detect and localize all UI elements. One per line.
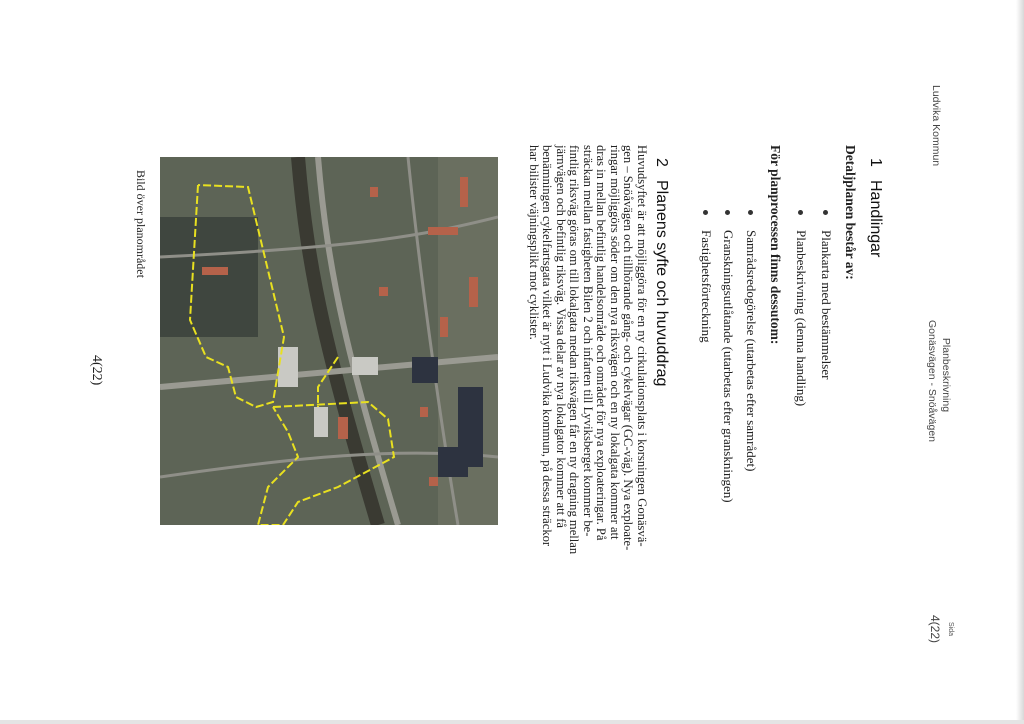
lake-area <box>160 217 258 337</box>
section-title: Handlingar <box>867 180 884 258</box>
detail-heading: Detaljplanen består av: <box>843 145 858 280</box>
paragraph-line: Huvudsyftet är att möjliggöra för en ny cirkulationsplats i korsningen Gonäsvä- <box>635 145 649 547</box>
figure-caption: Bild över planområdet <box>134 170 148 278</box>
list-item: Fastighetsförteckning <box>699 230 714 343</box>
list-item: Granskningsutlåtande (utarbetas efter granskningen) <box>721 230 736 503</box>
paragraph-line: ringar möjliggörs söder om den nya riksvägen och en ny lokalgata kommer att <box>608 145 622 540</box>
section-1-heading <box>866 158 884 257</box>
bullet-icon <box>703 210 708 215</box>
paragraph-line: järnvägen och befintlig riksväg. Vissa delar av nya lokalgator kommer att få <box>554 145 568 528</box>
section-number: 2 <box>653 158 670 167</box>
section-number: 1 <box>867 158 884 167</box>
paragraph-line: har bilister väjningsplikt mot cyklister. <box>527 145 541 340</box>
paragraph-line: fintlig riksväg göras om till lokalgata medan riksvägen får en ny dragning mellan <box>567 145 582 555</box>
paragraph-line: sträckan mellan fastigheten Bilen 2 och infarten till Lyviksberget kommer be- <box>581 145 595 537</box>
paragraph-line: gen – Snöåvägen och tillhörande gång- och cykelvägar (GC-väg). Nya exploate- <box>621 145 636 551</box>
aerial-map-image <box>160 157 498 525</box>
process-heading: För planprocessen finns dessutom: <box>768 145 783 345</box>
paragraph-line: dras in mellan befintlig handelsområde och området för nya exploateringar. På <box>594 145 609 541</box>
header-page-number: 4(22) <box>928 615 942 644</box>
section-title: Planens syfte och huvuddrag <box>653 180 670 387</box>
organization-name: Ludvika Kommun <box>930 85 942 167</box>
list-item: Samrådsredogörelse (utarbetas efter samrådet) <box>744 230 759 472</box>
bullet-icon <box>725 210 730 215</box>
section-2-heading <box>652 158 670 386</box>
bullet-icon <box>748 210 753 215</box>
doc-subject: Gonäsvägen - Snöåvägen <box>926 320 938 443</box>
doc-type: Planbeskrivning <box>940 337 952 413</box>
list-item: Plankarta med bestämmelser <box>819 230 834 380</box>
footer-page-number: 4(22) <box>89 355 104 386</box>
paragraph-line: benämningen cykelfartsgata vilket är nytt i Ludvika kommun, på dessa sträckor <box>540 145 555 547</box>
purpose-paragraph <box>527 145 649 645</box>
page-label: Sida <box>947 622 954 637</box>
bullet-icon <box>798 210 803 215</box>
list-item: Planbeskrivning (denna handling) <box>794 230 809 407</box>
bullet-icon <box>823 210 828 215</box>
